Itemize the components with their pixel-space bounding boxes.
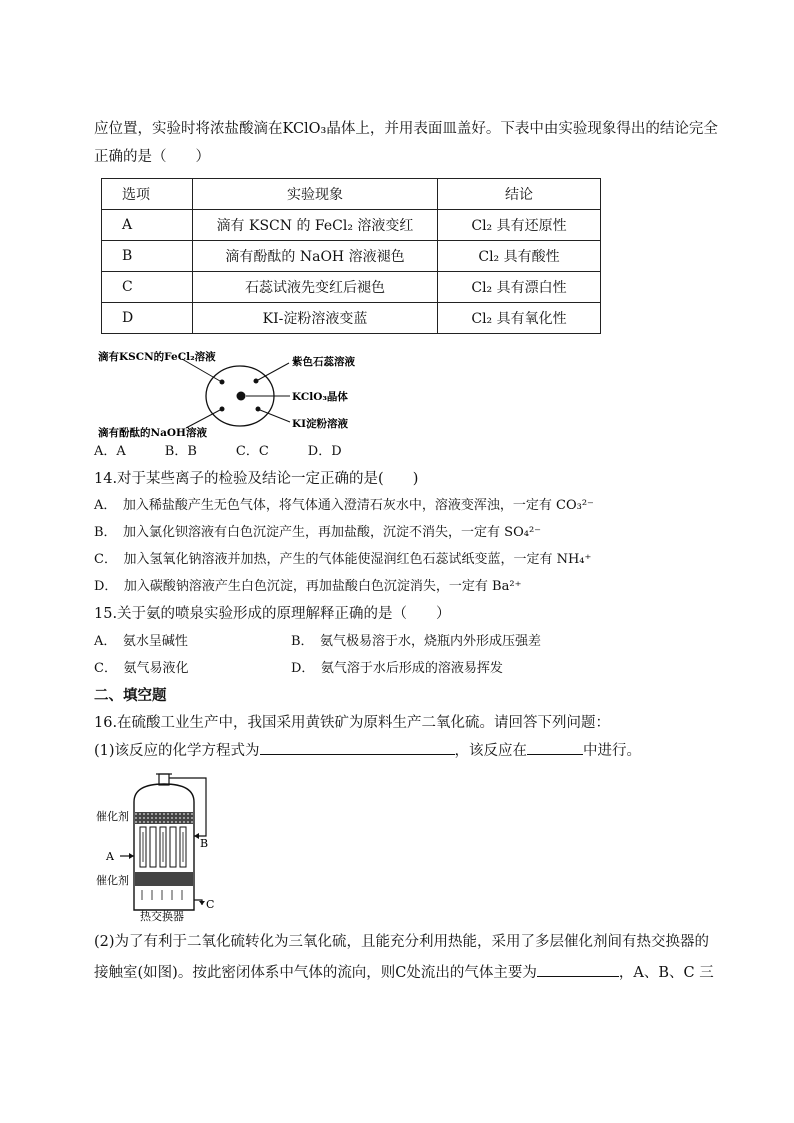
table-cell: A (102, 210, 193, 241)
table-header-cell: 实验现象 (193, 179, 438, 210)
q16-part2-line1: (2)为了有利于二氧化硫转化为三氧化硫，且能充分利用热能，采用了多层催化剂间有热交换器的 (94, 934, 710, 950)
reaction-dish-figure (94, 348, 394, 440)
experiment-table (101, 178, 601, 334)
table-row (102, 210, 601, 241)
label-heat-exchanger: 热交换器 (140, 910, 184, 922)
table-cell: B (102, 241, 193, 272)
table-header-row (102, 179, 601, 210)
table-header-cell: 结论 (438, 179, 601, 210)
table-cell: KI-淀粉溶液变蓝 (193, 303, 438, 334)
table-cell: Cl₂ 具有酸性 (438, 241, 601, 272)
answer-blank-gas-c[interactable] (537, 962, 619, 977)
contact-chamber-figure (94, 772, 234, 922)
q16-part1 (94, 740, 641, 761)
section-title: 二、填空题 (94, 688, 167, 704)
q14-option-b: B． 加入氯化钡溶液有白色沉淀产生，再加盐酸，沉淀不消失，一定有 SO₄²⁻ (94, 525, 542, 540)
q16-part1-a: (1)该反应的化学方程式为 (94, 743, 260, 759)
table-cell: D (102, 303, 193, 334)
answer-blank-equation[interactable] (260, 740, 455, 755)
q16-part2-line2 (94, 962, 714, 983)
q14-stem: 14.对于某些离子的检验及结论一定正确的是( ) (94, 471, 419, 487)
table-row (102, 303, 601, 334)
table-cell: 滴有 KSCN 的 FeCl₂ 溶液变红 (193, 210, 438, 241)
table-cell: Cl₂ 具有还原性 (438, 210, 601, 241)
table-row (102, 241, 601, 272)
q13-options: A．A B．B C．C D．D (94, 444, 342, 459)
q16-stem: 16.在硫酸工业生产中，我国采用黄铁矿为原料生产二氧化硫。请回答下列问题： (94, 715, 611, 731)
q15-option-c: C． 氨气易液化 (94, 661, 189, 676)
label-c: C (206, 898, 215, 911)
table-row (102, 272, 601, 303)
intro-line-2: 正确的是（ ） (94, 149, 210, 165)
q14-option-a: A． 加入稀盐酸产生无色气体，将气体通入澄清石灰水中，溶液变浑浊，一定有 CO₃²⁻ (94, 498, 594, 513)
q14-option-c: C． 加入氢氧化钠溶液并加热，产生的气体能使湿润红色石蕊试纸变蓝，一定有 NH₄⁺ (94, 552, 592, 567)
table-cell: Cl₂ 具有漂白性 (438, 272, 601, 303)
table-cell: C (102, 272, 193, 303)
q16-part1-c: 中进行。 (583, 743, 642, 759)
q16-part2-line2-b: ，A、B、C 三 (618, 965, 714, 981)
label-catalyst-top: 催化剂 (96, 810, 129, 823)
label-catalyst-bottom: 催化剂 (96, 874, 129, 887)
q16-part1-b: ，该反应在 (454, 743, 528, 759)
table-cell: 滴有酚酞的 NaOH 溶液褪色 (193, 241, 438, 272)
label-a: A (106, 850, 114, 863)
intro-line-1: 应位置，实验时将浓盐酸滴在KClO₃晶体上，并用表面皿盖好。下表中由实验现象得出的结论完全 (94, 121, 718, 137)
answer-blank-equipment[interactable] (527, 740, 583, 755)
q14-option-d: D． 加入碳酸钠溶液产生白色沉淀，再加盐酸白色沉淀消失，一定有 Ba²⁺ (94, 579, 522, 594)
table-header-cell: 选项 (102, 179, 193, 210)
label-phenolphthalein-naoh: 滴有酚酞的NaOH溶液 (98, 427, 207, 439)
q15-option-d: D． 氨气溶于水后形成的溶液易挥发 (291, 661, 503, 676)
label-ki-starch: KI淀粉溶液 (292, 418, 349, 430)
q16-part2-line2-a: 接触室(如图)。按此密闭体系中气体的流向，则C处流出的气体主要为 (94, 965, 537, 981)
label-b: B (200, 837, 209, 850)
table-cell: Cl₂ 具有氧化性 (438, 303, 601, 334)
label-kclo3: KClO₃晶体 (292, 391, 348, 403)
q15-option-b: B． 氨气极易溶于水，烧瓶内外形成压强差 (291, 634, 542, 649)
label-litmus: 紫色石蕊溶液 (292, 356, 355, 368)
label-kscn-fecl2: 滴有KSCN的FeCl₂溶液 (98, 351, 216, 363)
table-cell: 石蕊试液先变红后褪色 (193, 272, 438, 303)
q15-stem: 15.关于氨的喷泉实验形成的原理解释正确的是（ ） (94, 606, 451, 622)
q15-option-a: A． 氨水呈碱性 (94, 634, 188, 649)
